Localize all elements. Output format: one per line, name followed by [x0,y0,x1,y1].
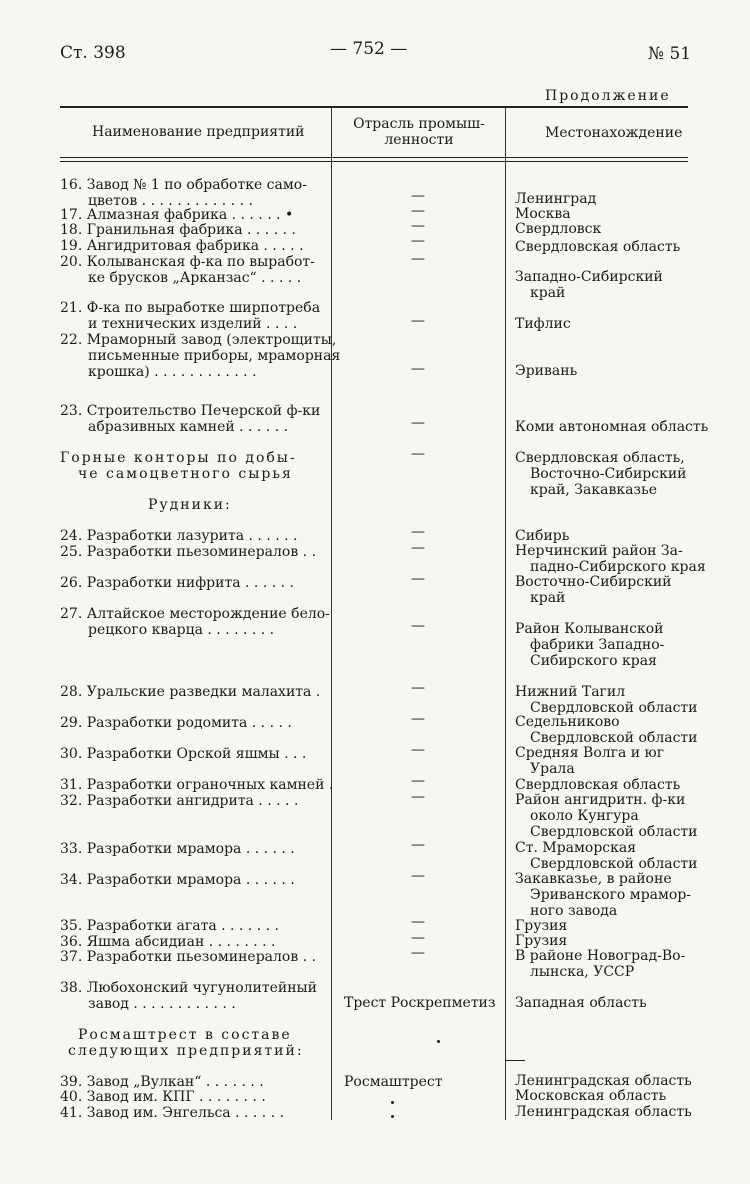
row-25-location-cont: падно-Сибирского края [530,559,706,575]
row-36-name: 36. Яшма абсидиан . . . . . . . . [60,934,276,950]
row-18-location: Свердловск [515,221,602,237]
row-34-location-cont: Эриванского мрамор- [530,887,692,903]
row-27-industry: — [411,618,425,634]
row-17-location: Москва [515,206,571,222]
row-28-industry: — [411,680,425,696]
row-16-industry: — [411,188,425,204]
row-33-industry: — [411,837,425,853]
row-23-name: 23. Строительство Печерской ф-ки [60,403,321,419]
row-27-name-cont: рецкого кварца . . . . . . . . [88,622,275,638]
row-33-location: Ст. Мраморская [515,840,637,856]
row-32-name: 32. Разработки ангидрита . . . . . [60,793,299,809]
row-35-name: 35. Разработки агата . . . . . . . [60,918,279,934]
row-31-name: 31. Разработки ограночных камней . [60,777,334,793]
row-34-industry: — [411,868,425,884]
row-18-name: 18. Гранильная фабрика . . . . . . [60,222,296,238]
row-20-name: 20. Колыванская ф-ка по выработ- [60,254,315,270]
row-39-industry: Росмаштрест [344,1074,443,1090]
section-mines-heading: Рудники: [148,497,232,513]
mining-offices-industry: — [411,446,425,462]
row-37-industry: — [411,945,425,961]
column-header-name: Наименование предприятий [92,124,305,140]
row-26-name: 26. Разработки нифрита . . . . . . [60,575,294,591]
row-26-industry: — [411,571,425,587]
row-27-location-cont2: Сибирского края [530,653,657,669]
section-rosmashtrest: Росмаштрест в составе [78,1027,292,1043]
row-17-industry: — [411,203,425,219]
row-30-name: 30. Разработки Орской яшмы . . . [60,746,307,762]
row-25-name: 25. Разработки пьезоминералов . . [60,544,317,560]
row-23-location: Коми автономная область [515,419,709,435]
row-36-location: Грузия [515,933,568,949]
row-16-name: 16. Завод № 1 по обработке само- [60,177,307,193]
row-29-location: Седельниково [515,714,620,730]
row-16-name-cont: цветов . . . . . . . . . . . . . [88,193,253,209]
row-18-industry: — [411,218,425,234]
row-20-location: Западно-Сибирский [515,269,663,285]
row-22-industry: — [411,361,425,377]
row-25-location: Нерчинский район За- [515,543,683,559]
row-22-name-cont: письменные приборы, мраморная [88,348,341,364]
section-end-mark [505,1060,525,1061]
row-28-location: Нижний Тагил [515,684,626,700]
row-29-location-cont: Свердловской области [530,730,698,746]
row-19-name: 19. Ангидритовая фабрика . . . . . [60,238,304,254]
row-41-name: 41. Завод им. Энгельса . . . . . . [60,1105,285,1121]
row-32-location-cont2: Свердловской области [530,824,698,840]
row-25-industry: — [411,540,425,556]
table-top-rule [60,106,688,108]
header-bottom-rule-2 [60,161,688,162]
row-32-industry: — [411,789,425,805]
row-38-industry: Трест Роскрепметиз [344,995,496,1011]
document-number: № 51 [648,44,692,64]
row-27-location-cont: фабрики Западно- [530,637,665,653]
row-19-industry: — [411,233,425,249]
row-20-name-cont: ке брусков „Арканзас“ . . . . . [88,270,302,286]
row-28-name: 28. Уральские разведки малахита . [60,684,321,700]
row-40-name: 40. Завод им. КПГ . . . . . . . . [60,1089,266,1105]
column-header-industry-line1: Отрасль промыш- [353,116,485,132]
page-number: — 752 — [330,39,408,59]
row-39-location: Ленинградская область [515,1073,692,1089]
row-31-location: Свердловская область [515,777,681,793]
row-34-location-cont2: ного завода [530,903,618,919]
header-bottom-rule [60,157,688,158]
row-33-location-cont: Свердловской области [530,856,698,872]
row-37-location-cont: лынска, УССР [530,964,635,980]
mining-offices-location-cont2: край, Закавказье [530,482,657,498]
row-16-location: Ленинград [515,191,597,207]
row-22-name: 22. Мраморный завод (электрощиты, [60,332,337,348]
row-35-industry: — [411,914,425,930]
row-29-name: 29. Разработки родомита . . . . . [60,715,292,731]
mining-offices-location: Свердловская область, [515,450,685,466]
column-header-industry-line2: ленности [384,132,454,148]
row-21-name-cont: и технических изделий . . . . [88,316,298,332]
row-30-location-cont: Урала [530,761,575,777]
row-21-name: 21. Ф-ка по выработке ширпотреба [60,300,321,316]
row-24-name: 24. Разработки лазурита . . . . . . [60,528,298,544]
row-32-location-cont: около Кунгура [530,808,639,824]
ditto-mark [437,1040,440,1043]
row-38-location: Западная область [515,995,647,1011]
row-39-name: 39. Завод „Вулкан“ . . . . . . . [60,1074,264,1090]
ditto-mark [391,1115,394,1118]
row-20-location-cont: край [530,285,566,301]
column-header-location: Местонахождение [545,125,683,141]
row-34-location: Закавказье, в районе [515,871,672,887]
row-38-name: 38. Любохонский чугунолитейный [60,980,318,996]
row-29-industry: — [411,711,425,727]
row-17-name: 17. Алмазная фабрика . . . . . . • [60,207,294,223]
mining-offices-location-cont: Восточно-Сибирский [530,466,687,482]
row-26-location: Восточно-Сибирский [515,574,672,590]
section-mining-offices: Горные конторы по добы- [60,450,297,466]
row-20-industry: — [411,251,425,267]
row-19-location: Свердловская область [515,239,681,255]
row-23-industry: — [411,415,425,431]
column-divider-2 [505,108,506,1120]
row-23-name-cont: абразивных камней . . . . . . [88,419,289,435]
row-38-name-cont: завод . . . . . . . . . . . . [88,996,236,1012]
row-31-industry: — [411,773,425,789]
row-36-industry: — [411,930,425,946]
row-22-name-cont2: крошка) . . . . . . . . . . . . [88,364,257,380]
row-35-location: Грузия [515,918,568,934]
row-26-location-cont: край [530,590,566,606]
section-mining-offices-cont: че самоцветного сырья [78,466,293,482]
row-22-location: Эривань [515,363,578,379]
row-27-name: 27. Алтайское месторождение бело- [60,606,330,622]
row-21-industry: — [411,313,425,329]
row-33-name: 33. Разработки мрамора . . . . . . [60,841,295,857]
column-divider-1 [331,108,332,1120]
row-24-industry: — [411,524,425,540]
row-28-location-cont: Свердловской области [530,700,698,716]
row-37-location: В районе Новоград-Во- [515,948,686,964]
row-30-location: Средняя Волга и юг [515,745,665,761]
row-34-name: 34. Разработки мрамора . . . . . . [60,872,295,888]
row-37-name: 37. Разработки пьезоминералов . . [60,949,317,965]
row-32-location: Район ангидритн. ф-ки [515,792,686,808]
row-21-location: Тифлис [515,316,571,332]
section-rosmashtrest-cont: следующих предприятий: [68,1043,304,1059]
row-30-industry: — [411,742,425,758]
continuation-label: Продолжение [545,88,671,104]
row-41-location: Ленинградская область [515,1104,692,1120]
row-27-location: Район Колыванской [515,621,664,637]
row-24-location: Сибирь [515,528,570,544]
ditto-mark [391,1101,394,1104]
row-40-location: Московская область [515,1088,667,1104]
page-section-label: Ст. 398 [60,43,126,63]
